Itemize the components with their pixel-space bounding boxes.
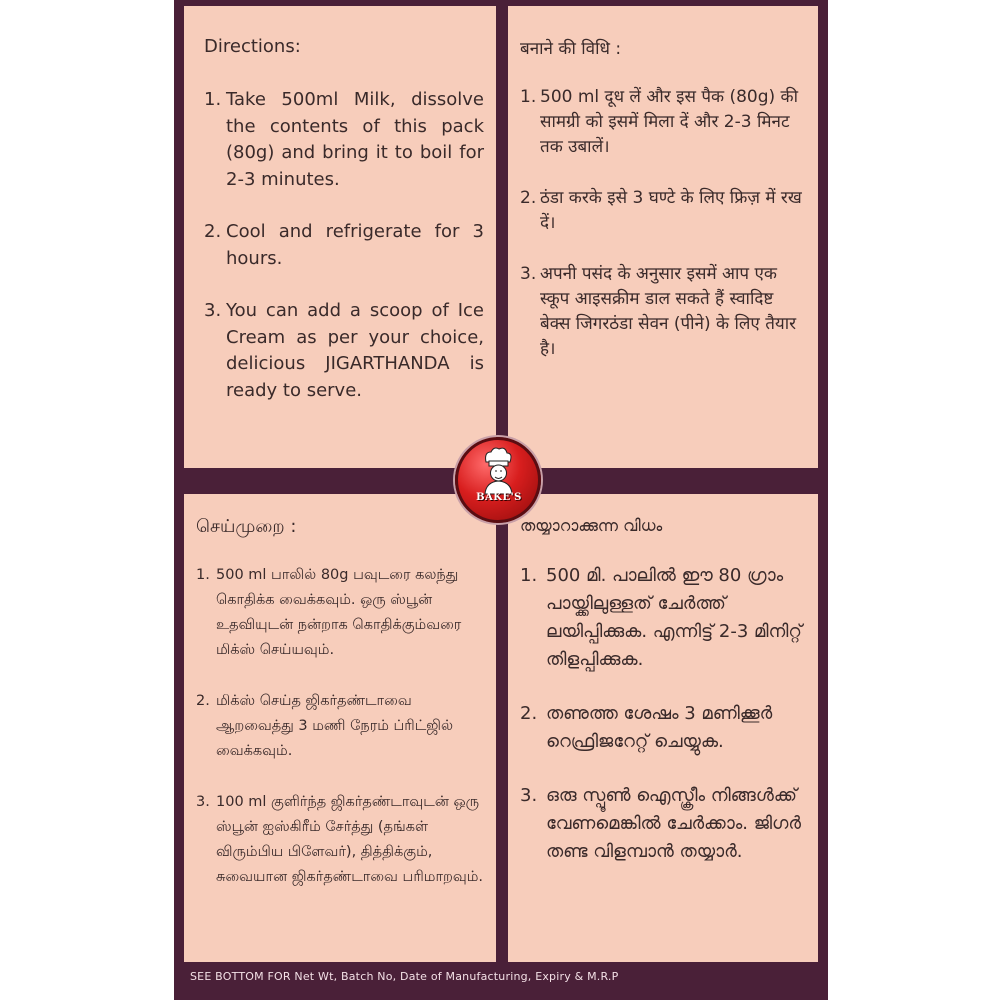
step-number: 1.: [520, 87, 537, 107]
directions-title-malayalam: തയ്യാറാക്കുന്ന വിധം: [520, 516, 663, 535]
step-number: 1.: [196, 567, 210, 583]
step-number: 2.: [196, 693, 210, 709]
step-number: 3.: [196, 794, 210, 810]
step-2-tamil: [196, 689, 484, 764]
directions-title-english: Directions:: [204, 36, 301, 57]
step-text: You can add a scoop of Ice Cream as per your choice, delicious JIGARTHANDA is ready to serve.: [226, 300, 484, 401]
step-number: 1.: [520, 565, 538, 586]
step-3-hindi: [520, 262, 806, 362]
step-2-english: [204, 219, 484, 272]
directions-hindi-panel: [508, 6, 818, 468]
step-text: ഒരു സ്പൂൺ ഐസ്ക്രീം നിങ്ങൾക്ക് വേണമെങ്കിൽ ചേർക്കാം. ജിഗർ തണ്ട വിളമ്പാൻ തയ്യാർ.: [546, 785, 802, 862]
step-text: Cool and refrigerate for 3 hours.: [226, 221, 484, 269]
step-number: 3.: [204, 300, 222, 321]
step-number: 2.: [520, 703, 538, 724]
step-text: ठंडा करके इसे 3 घण्टे के लिए फ्रिज़ में रख दें।: [540, 188, 802, 233]
logo-text: BAKE'S: [476, 492, 522, 503]
step-text: 500 ml பாலில் 80g பவுடரை கலந்து கொதிக்க வைக்கவும். ஒரு ஸ்பூன் உதவியுடன் நன்றாக கொதிக்கும்வரை மிக்ஸ் செய்யவும்.: [216, 567, 462, 658]
step-number: 1.: [204, 89, 222, 110]
step-text: തണുത്ത ശേഷം 3 മണിക്കൂർ റെഫ്രിജറേറ്റ് ചെയ്യുക.: [546, 703, 773, 752]
step-number: 2.: [520, 188, 537, 208]
step-2-malayalam: [520, 700, 806, 756]
step-1-hindi: [520, 85, 806, 160]
step-number: 3.: [520, 264, 537, 284]
step-text: 100 ml குளிர்ந்த ஜிகர்தண்டாவுடன் ஒரு ஸ்பூன் ஐஸ்கிரீம் சேர்த்து (தங்கள் விரும்பிய பிளேவர்), தித்திக்கும், சுவையான ஜிகர்தண்டாவை பரிமாறவும்.: [216, 794, 484, 885]
chef-icon: [458, 440, 538, 520]
step-3-tamil: [196, 790, 484, 890]
step-2-hindi: [520, 186, 806, 236]
footer-note: SEE BOTTOM FOR Net Wt, Batch No, Date of Manufacturing, Expiry & M.R.P: [190, 970, 619, 983]
directions-title-hindi: बनाने की विधि :: [520, 39, 622, 59]
step-3-english: [204, 298, 484, 404]
directions-malayalam-panel: [508, 494, 818, 962]
bakers-logo: [455, 437, 541, 523]
step-1-malayalam: [520, 562, 806, 674]
directions-title-tamil: செய்முறை :: [196, 516, 297, 537]
step-number: 2.: [204, 221, 222, 242]
step-number: 3.: [520, 785, 538, 806]
directions-english-panel: [184, 6, 496, 468]
step-3-malayalam: [520, 782, 806, 866]
step-text: மிக்ஸ் செய்த ஜிகர்தண்டாவை ஆறவைத்து 3 மணி நேரம் ப்ரிட்ஜில் வைக்கவும்.: [216, 693, 454, 759]
directions-tamil-panel: [184, 494, 496, 962]
step-text: Take 500ml Milk, dissolve the contents of this pack (80g) and bring it to boil for 2-3 minutes.: [226, 89, 484, 190]
step-text: 500 ml दूध लें और इस पैक (80g) की सामग्री को इसमें मिला दें और 2-3 मिनट तक उबालें।: [540, 87, 799, 157]
step-text: 500 മി. പാലിൽ ഈ 80 ഗ്രാം പായ്ക്കിലുള്ളത് ചേർത്ത് ലയിപ്പിക്കുക. എന്നിട്ട് 2-3 മിനിറ്റ് തിളപ്പിക്കുക.: [546, 565, 803, 670]
step-text: अपनी पसंद के अनुसार इसमें आप एक स्कूप आइसक्रीम डाल सकते हैं स्वादिष्ट बेक्स जिगरठंडा सेवन (पीने) के लिए तैयार है।: [540, 264, 797, 359]
step-1-english: [204, 87, 484, 193]
step-1-tamil: [196, 563, 484, 663]
